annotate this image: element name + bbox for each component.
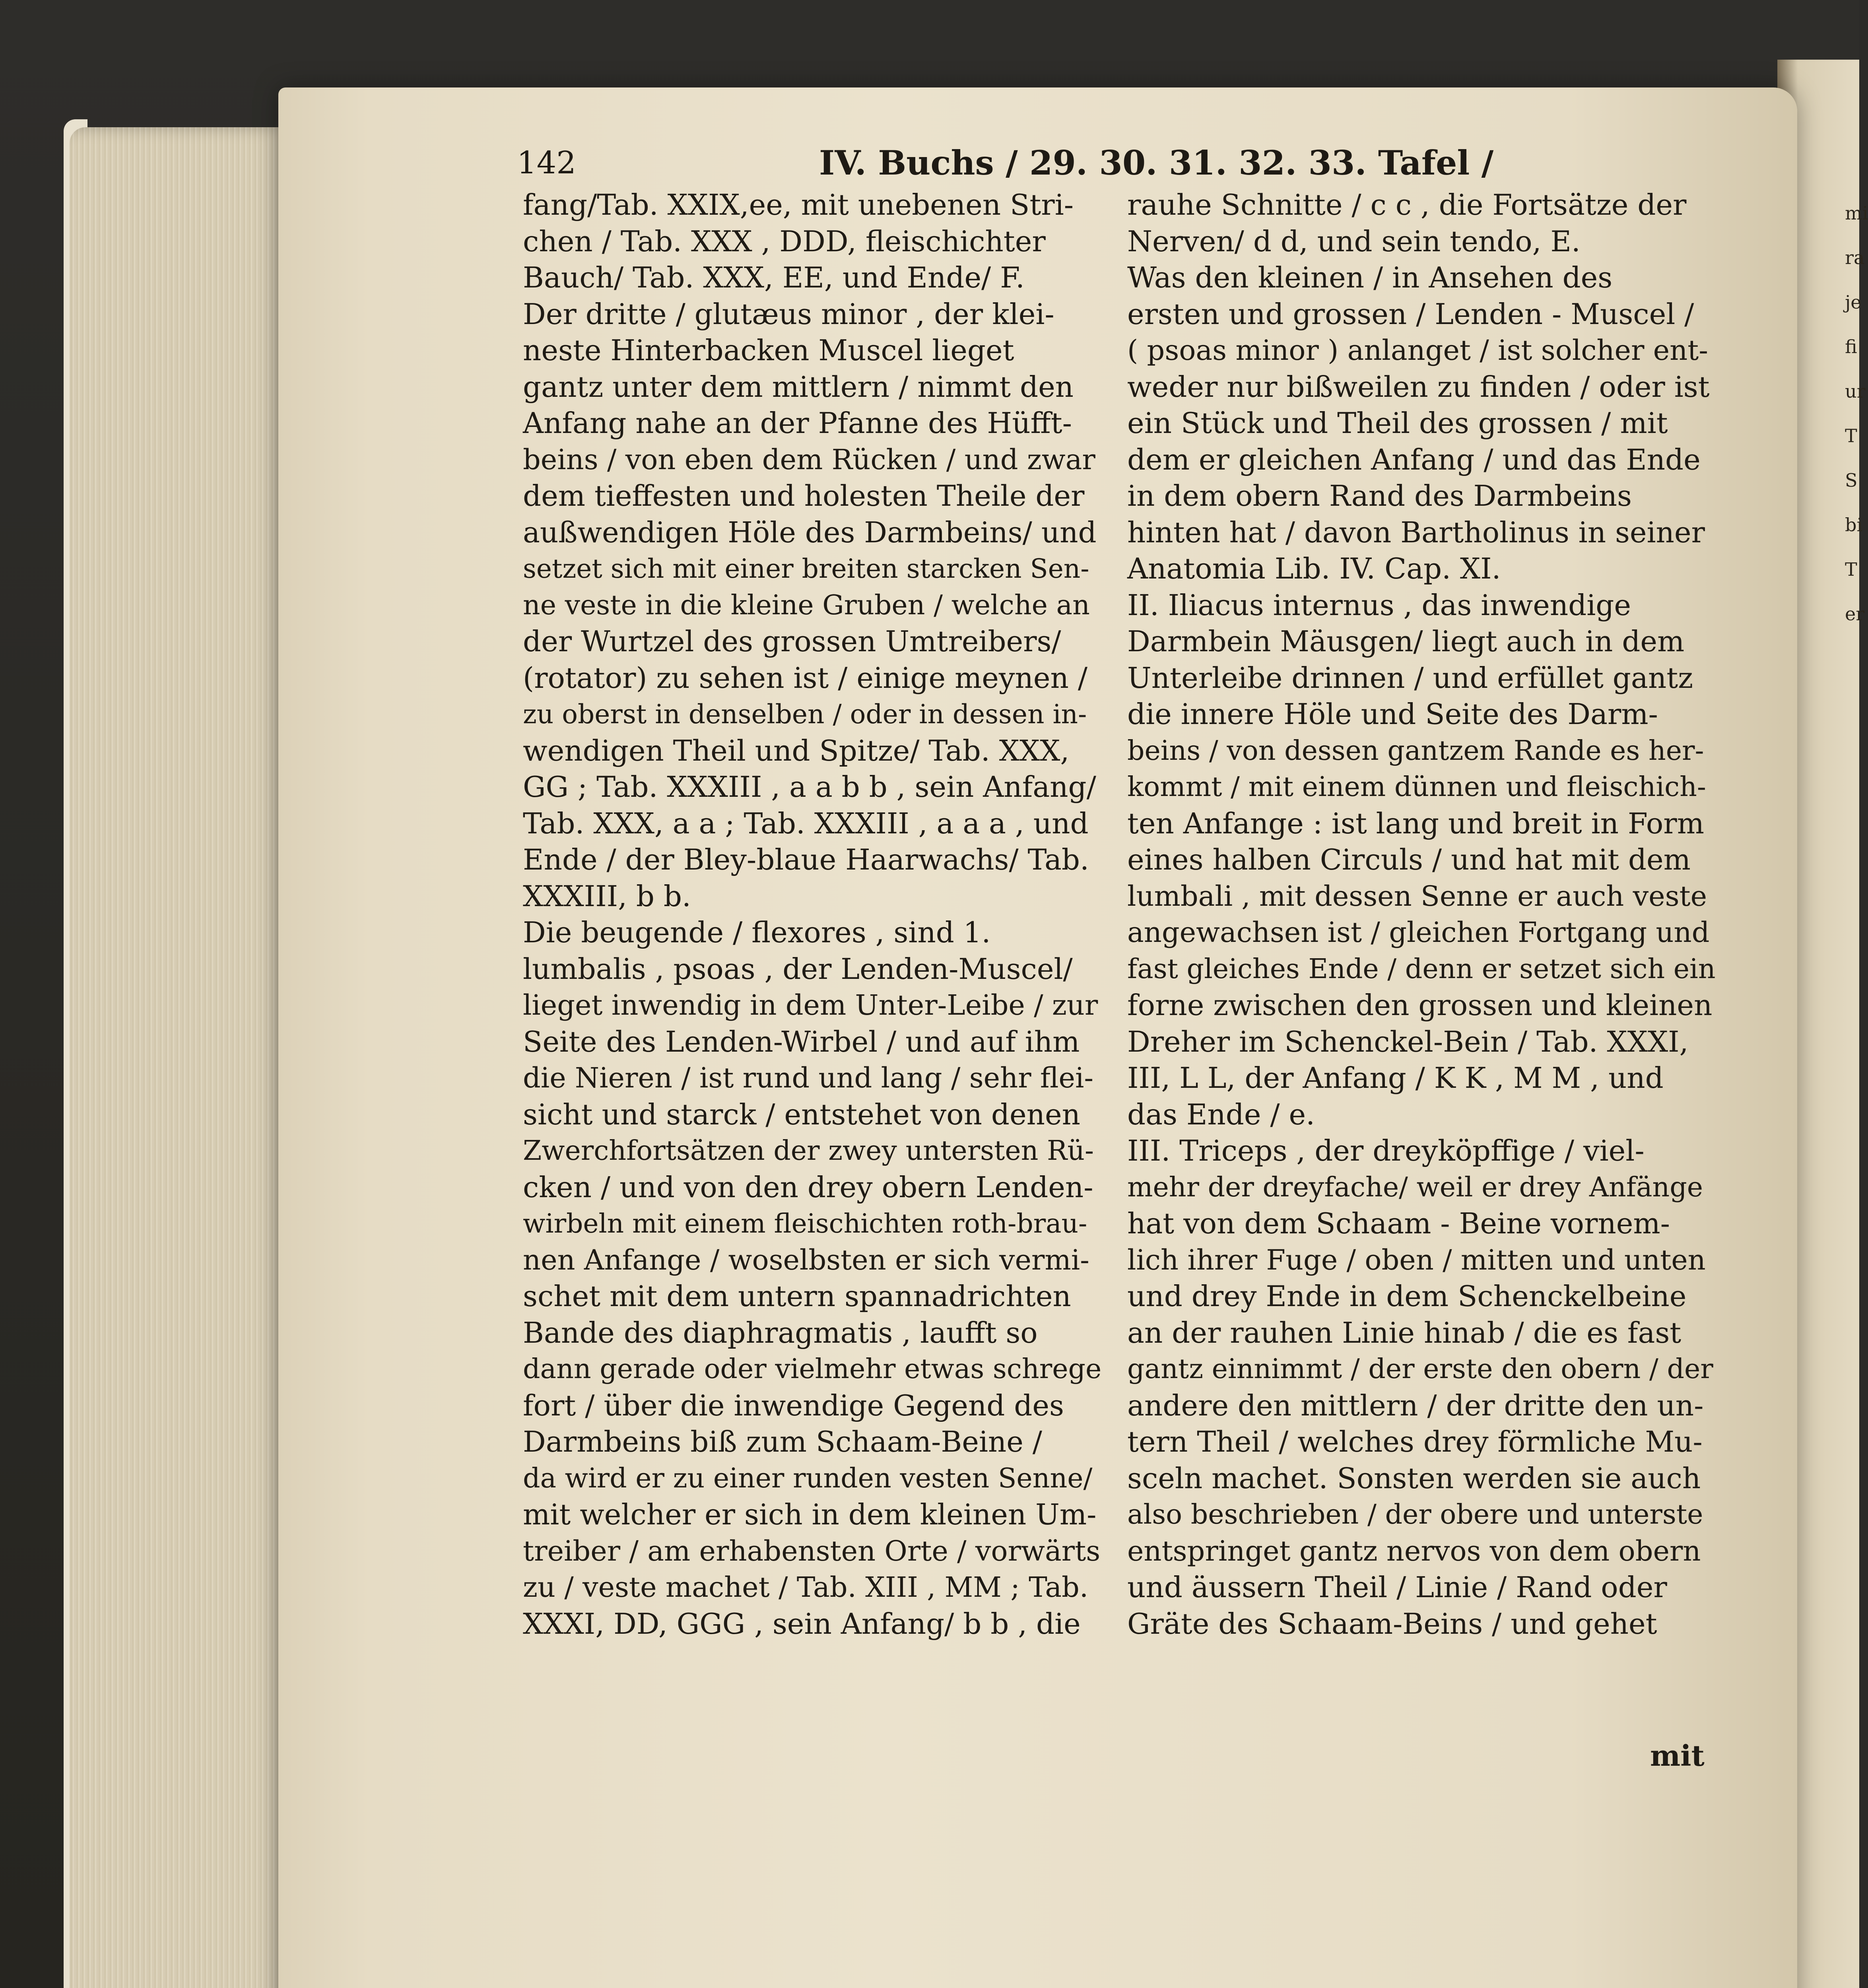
text-line: die innere Höle und Seite des Darm- [1127, 697, 1658, 731]
text-line: nen Anfange / woselbsten er sich vermi- [523, 1243, 1089, 1276]
text-line: XXXI, DD, GGG , sein Anfang/ b b , die [523, 1607, 1081, 1640]
catchword: mit [1650, 1739, 1705, 1773]
text-line: das Ende / e. [1127, 1097, 1315, 1131]
text-line: wirbeln mit einem fleischichten roth-brau- [523, 1208, 1087, 1239]
text-line: Dreher im Schenckel-Bein / Tab. XXXI, [1127, 1025, 1689, 1058]
text-line: da wird er zu einer runden vesten Senne/ [523, 1462, 1093, 1494]
running-head: IV. Buchs / 29. 30. 31. 32. 33. Tafel / [819, 143, 1494, 182]
text-line: dem er gleichen Anfang / und das Ende [1127, 443, 1701, 476]
text-line: in dem obern Rand des Darmbeins [1127, 479, 1632, 513]
text-line: Gräte des Schaam-Beins / und gehet [1127, 1607, 1657, 1640]
text-line: schet mit dem untern spannadrichten [523, 1279, 1071, 1313]
page-number: 142 [517, 145, 576, 181]
text-line: cken / und von den drey obern Lenden- [523, 1170, 1093, 1204]
text-line: eines halben Circuls / und hat mit dem [1127, 843, 1691, 876]
text-line: Was den kleinen / in Ansehen des [1127, 261, 1613, 294]
text-line: lumbalis , psoas , der Lenden-Muscel/ [523, 952, 1073, 986]
text-line: an der rauhen Linie hinab / die es fast [1127, 1316, 1682, 1349]
text-line: lumbali , mit dessen Senne er auch veste [1127, 879, 1707, 912]
text-line: ersten und grossen / Lenden - Muscel / [1127, 297, 1694, 331]
text-line: also beschrieben / der obere und unterste [1127, 1499, 1703, 1530]
text-line: III. Triceps , der dreyköpffige / viel- [1127, 1134, 1645, 1167]
text-line: Tab. XXX, a a ; Tab. XXXIII , a a a , und [523, 806, 1089, 840]
text-line: fang/Tab. XXIX,ee, mit unebenen Stri- [523, 188, 1074, 221]
text-line: sceln machet. Sonsten werden sie auch [1127, 1461, 1701, 1495]
text-line: Darmbeins biß zum Schaam-Beine / [523, 1425, 1042, 1458]
text-line: beins / von dessen gantzem Rande es her- [1127, 735, 1704, 767]
text-line: ne veste in die kleine Gruben / welche an [523, 589, 1090, 621]
text-line: Anatomia Lib. IV. Cap. XI. [1127, 552, 1501, 585]
text-line: tern Theil / welches drey förmliche Mu- [1127, 1425, 1703, 1458]
text-line: ( psoas minor ) anlanget / ist solcher ent- [1127, 334, 1708, 367]
text-column-left [523, 187, 1103, 1642]
text-line: Unterleibe drinnen / und erfüllet gantz [1127, 661, 1693, 695]
text-line: lieget inwendig in dem Unter-Leibe / zur [523, 989, 1098, 1021]
text-line: XXXIII, b b. [523, 879, 691, 913]
text-line: andere den mittlern / der dritte den un- [1127, 1388, 1704, 1422]
text-line: rauhe Schnitte / c c , die Fortsätze der [1127, 188, 1687, 221]
text-line: Anfang nahe an der Pfanne des Hüfft- [523, 406, 1072, 440]
text-line: mehr der dreyfache/ weil er drey Anfänge [1127, 1171, 1703, 1203]
text-line: sicht und starck / entstehet von denen [523, 1097, 1080, 1131]
text-line: Darmbein Mäusgen/ liegt auch in dem [1127, 625, 1685, 658]
text-line: entspringet gantz nervos von dem obern [1127, 1534, 1701, 1567]
text-line: wendigen Theil und Spitze/ Tab. XXX, [523, 734, 1070, 767]
text-line: gantz unter dem mittlern / nimmt den [523, 370, 1074, 404]
page-edges [70, 127, 292, 1988]
text-line: und drey Ende in dem Schenckelbeine [1127, 1279, 1687, 1313]
text-line: Bande des diaphragmatis , laufft so [523, 1316, 1038, 1349]
text-line: hinten hat / davon Bartholinus in seiner [1127, 515, 1705, 549]
text-line: Ende / der Bley-blaue Haarwachs/ Tab. [523, 843, 1089, 876]
text-line: setzet sich mit einer breiten starcken Sen- [523, 553, 1089, 584]
text-column-right [1127, 187, 1716, 1642]
text-line: dann gerade oder vielmehr etwas schrege [523, 1353, 1102, 1385]
text-line: treiber / am erhabensten Orte / vorwärts [523, 1534, 1101, 1567]
text-line: II. Iliacus internus , das inwendige [1127, 588, 1631, 622]
text-line: hat von dem Schaam - Beine vornem- [1127, 1207, 1670, 1240]
text-line: ten Anfange : ist lang und breit in Form [1127, 806, 1704, 840]
text-line: der Wurtzel des grossen Umtreibers/ [523, 625, 1061, 658]
text-line: Bauch/ Tab. XXX, EE, und Ende/ F. [523, 261, 1025, 294]
text-line: und äussern Theil / Linie / Rand oder [1127, 1571, 1667, 1604]
text-line: angewachsen ist / gleichen Fortgang und [1127, 916, 1710, 949]
text-line: neste Hinterbacken Muscel lieget [523, 334, 1014, 367]
text-line: mit welcher er sich in dem kleinen Um- [523, 1498, 1097, 1531]
text-line: zu oberst in denselben / oder in dessen in- [523, 699, 1087, 730]
text-line: die Nieren / ist rund und lang / sehr flei- [523, 1062, 1093, 1094]
text-line: Zwerchfortsätzen der zwey untersten Rü- [523, 1135, 1094, 1167]
text-line: forne zwischen den grossen und kleinen [1127, 988, 1713, 1022]
text-line: außwendigen Höle des Darmbeins/ und [523, 515, 1097, 549]
text-line: Seite des Lenden-Wirbel / und auf ihm [523, 1025, 1080, 1058]
text-line: beins / von eben dem Rücken / und zwar [523, 443, 1095, 476]
text-line: Der dritte / glutæus minor , der klei- [523, 297, 1054, 331]
text-line: dem tieffesten und holesten Theile der [523, 479, 1085, 513]
text-line: zu / veste machet / Tab. XIII , MM ; Tab. [523, 1571, 1089, 1604]
text-line: kommt / mit einem dünnen und fleischich- [1127, 771, 1706, 803]
text-line: ein Stück und Theil des grossen / mit [1127, 406, 1668, 440]
text-line: weder nur bißweilen zu finden / oder ist [1127, 370, 1710, 404]
text-line: gantz einnimmt / der erste den obern / der [1127, 1353, 1713, 1385]
text-line: (rotator) zu sehen ist / einige meynen / [523, 661, 1087, 695]
text-line: fast gleiches Ende / denn er setzet sich ein [1127, 953, 1716, 985]
text-line: Nerven/ d d, und sein tendo, E. [1127, 224, 1581, 258]
text-line: fort / über die inwendige Gegend des [523, 1388, 1064, 1422]
text-line: chen / Tab. XXX , DDD, fleischichter [523, 224, 1046, 258]
text-line: III, L L, der Anfang / K K , M M , und [1127, 1061, 1664, 1095]
text-line: GG ; Tab. XXXIII , a a b b , sein Anfang/ [523, 770, 1096, 804]
text-line: Die beugende / flexores , sind 1. [523, 916, 991, 949]
facing-page-fragments: mi ra je fi ur T S bi T er [1845, 202, 1868, 625]
page-header [517, 141, 1494, 193]
text-line: lich ihrer Fuge / oben / mitten und unten [1127, 1243, 1706, 1276]
